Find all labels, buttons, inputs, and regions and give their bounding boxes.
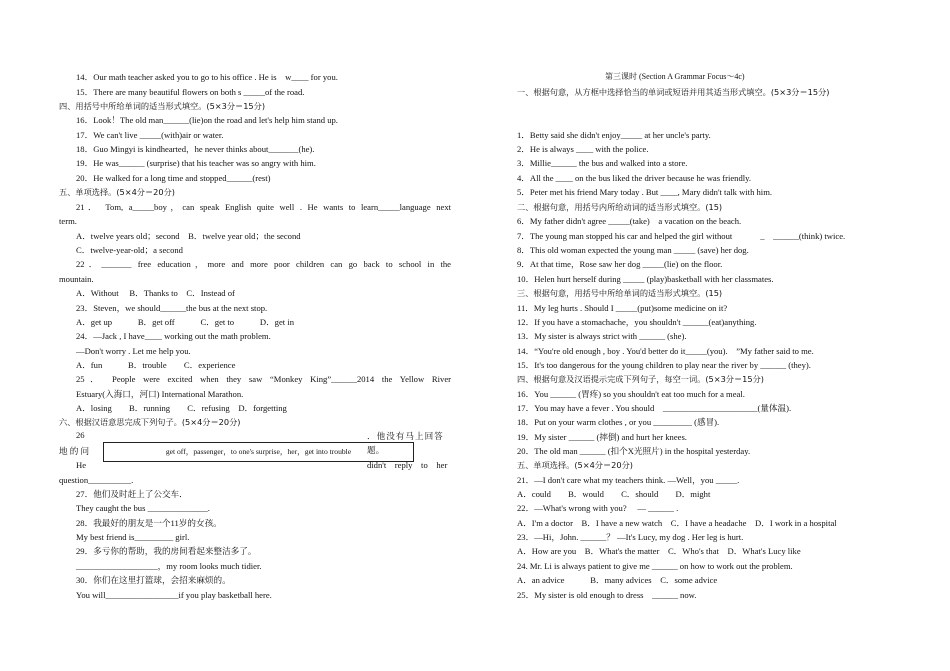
question-24-options: A．fun B．trouble C．experience	[76, 360, 236, 370]
right-question-19: 19．My sister ______ (摔倒) and hurt her knees.	[517, 432, 687, 442]
right-question-23: 23．—Hi，John. ______？ —It's Lucy, my dog . Her leg is hurt.	[517, 532, 744, 542]
right-question-22-options: A．I'm a doctor B．I have a new watch C．I have a headache D．I work in a hospital	[517, 518, 837, 528]
question-24: 24．—Jack , I have____ working out the math problem.	[76, 331, 271, 341]
right-question-24-options: A．an advice B．many advices C．some advice	[517, 575, 718, 585]
question-26-line2-tail: 题。	[367, 446, 385, 456]
question-26-line2-right: didn't reply to her	[367, 460, 448, 470]
right-question-15: 15．It's too dangerous for the young children to play near the river by ______ (they).	[517, 360, 811, 370]
right-question-1: 1．Betty said she didn't enjoy_____ at her uncle's party.	[517, 130, 711, 140]
question-16: 16．Look！The old man______(lie)on the road and let's help him stand up.	[76, 115, 338, 125]
right-section-3-heading: 三、根据句意，用括号中所给单词的适当形式填空。(15)	[517, 288, 723, 298]
question-29: 29．多亏你的帮助，我的房间看起来整洁多了。	[76, 546, 257, 556]
page-title: 第三课时 (Section A Grammar Focus～4c)	[605, 72, 745, 81]
question-26-line1-right: ．他没有马上回答	[367, 432, 444, 442]
right-question-8: 8．This old woman expected the young man _____ (save) her dog.	[517, 245, 749, 255]
right-question-24: 24. Mr. Li is always patient to give me ______ on how to work out the problem.	[517, 561, 793, 571]
question-29-answer: ___________________，my room looks much tidier.	[76, 561, 262, 571]
right-question-5: 5．Peter met his friend Mary today . But ____, Mary didn't talk with him.	[517, 187, 773, 197]
right-question-18: 18．Put on your warm clothes , or you _________ (感冒).	[517, 417, 720, 427]
right-question-22: 22．—What's wrong with you? — ______ .	[517, 503, 679, 513]
question-26-number: 26	[76, 430, 85, 440]
question-22: 22．_______ free education，more and more poor children can go back to school in the	[76, 259, 451, 269]
right-question-3: 3．Millie______ the bus and walked into a store.	[517, 158, 688, 168]
question-17: 17．We can't live _____(with)air or water.	[76, 130, 224, 140]
question-23-options: A．get up B．get off C．get to D．get in	[76, 317, 295, 327]
question-22-options: A．Without B．Thanks to C．Instead of	[76, 288, 235, 298]
question-24-reply: —Don't worry . Let me help you.	[76, 346, 191, 356]
right-question-21-options: A．could B．would C．should D．might	[517, 489, 711, 499]
question-28-answer: My best friend is_________ girl.	[76, 532, 190, 542]
right-section-2-heading: 二、根据句意，用括号内所给动词的适当形式填空。(15)	[517, 202, 723, 212]
question-25: 25． People were excited when they saw “Monkey King”______2014 the Yellow River	[76, 374, 451, 384]
word-box: get off，passenger，to one's surprise，her，get into trouble	[103, 442, 414, 462]
right-question-9: 9．At that time，Rose saw her dog _____(lie) on the floor.	[517, 259, 723, 269]
right-question-2: 2．He is always ____ with the police.	[517, 144, 649, 154]
question-21-options-c: C．twelve-year-old；a second	[76, 245, 183, 255]
question-26-line2-left: He	[76, 460, 87, 470]
right-question-14: 14．“You're old enough , boy . You'd better do it_____(you). ”My father said to me.	[517, 346, 814, 356]
question-21: 21． Tom, a_____boy，can speak English quite well . He wants to learn_____language next	[76, 202, 451, 212]
question-20: 20．He walked for a long time and stopped______(rest)	[76, 173, 271, 183]
right-section-5-heading: 五、单项选择。(5×4分＝20分)	[517, 460, 633, 470]
question-25-cont: Estuary(入海口，河口) International Marathon.	[76, 389, 244, 399]
question-26-line3: question__________.	[59, 475, 134, 485]
question-25-options: A．losing B．running C．refusing D．forgetting	[76, 403, 287, 413]
right-question-16: 16．You ______ (胃疼) so you shouldn't eat too much for a meal.	[517, 389, 745, 399]
right-section-1-heading: 一、根据句意，从方框中选择恰当的单词或短语并用其适当形式填空。(5×3分＝15分)	[517, 87, 830, 97]
right-question-25: 25．My sister is old enough to dress ______ now.	[517, 590, 697, 600]
right-question-11: 11．My leg hurts . Should I _____(put)some medicine on it?	[517, 303, 728, 313]
section-4-heading: 四、用括号中所给单词的适当形式填空。(5×3分＝15分)	[59, 101, 266, 111]
question-18: 18．Guo Mingyi is kindhearted，he never thinks about_______(he).	[76, 144, 315, 154]
right-question-20: 20．The old man ______ (扣个X光照片) in the hospital yesterday.	[517, 446, 751, 456]
question-23: 23．Steven，we should______the bus at the next stop.	[76, 303, 268, 313]
question-21-options-ab: A．twelve years old；second B．twelve year old；the second	[76, 231, 301, 241]
right-question-6: 6．My father didn't agree _____(take) a vacation on the beach.	[517, 216, 742, 226]
right-question-21: 21．—I don't care what my teachers think. —Well，you _____.	[517, 475, 740, 485]
question-22-cont: mountain.	[59, 274, 94, 284]
question-27: 27．他们及时赶上了公交车．	[76, 489, 188, 499]
section-6-heading: 六、根据汉语意思完成下列句子。(5×4分＝20分)	[59, 417, 241, 427]
question-27-answer: They caught the bus ______________.	[76, 503, 210, 513]
right-question-4: 4．All the ____ on the bus liked the driver because he was friendly.	[517, 173, 752, 183]
question-30-answer: You will_________________if you play basketball here.	[76, 590, 272, 600]
question-14: 14．Our math teacher asked you to go to his office . He is w____ for you.	[76, 72, 338, 82]
right-question-17: 17．You may have a fever . You should ______________________(量体温).	[517, 403, 792, 413]
right-question-23-options: A．How are you B．What's the matter C．Who's that D．What's Lucy like	[517, 546, 801, 556]
right-question-10: 10．Helen hurt herself during _____ (play)basketball with her classmates.	[517, 274, 774, 284]
right-question-7: 7．The young man stopped his car and helped the girl without _ ______(think) twice.	[517, 231, 846, 241]
right-question-12: 12．If you have a stomachache，you shouldn't ______(eat)anything.	[517, 317, 757, 327]
question-28: 28．我最好的朋友是一个11岁的女孩。	[76, 518, 222, 528]
section-5-heading: 五、单项选择。(5×4分＝20分)	[59, 187, 175, 197]
question-30: 30．你们在这里打篮球，会招来麻烦的。	[76, 575, 231, 585]
question-15: 15．There are many beautiful flowers on both s _____of the road.	[76, 87, 305, 97]
right-section-4-heading: 四、根据句意及汉语提示完成下列句子，每空一词。(5×3分＝15分)	[517, 374, 764, 384]
question-21-cont: term.	[59, 216, 77, 226]
right-question-13: 13．My sister is always strict with ______ (she).	[517, 331, 687, 341]
question-19: 19．He was______ (surprise) that his teacher was so angry with him.	[76, 158, 316, 168]
question-26-line1-left: 地 的 问	[59, 446, 90, 456]
